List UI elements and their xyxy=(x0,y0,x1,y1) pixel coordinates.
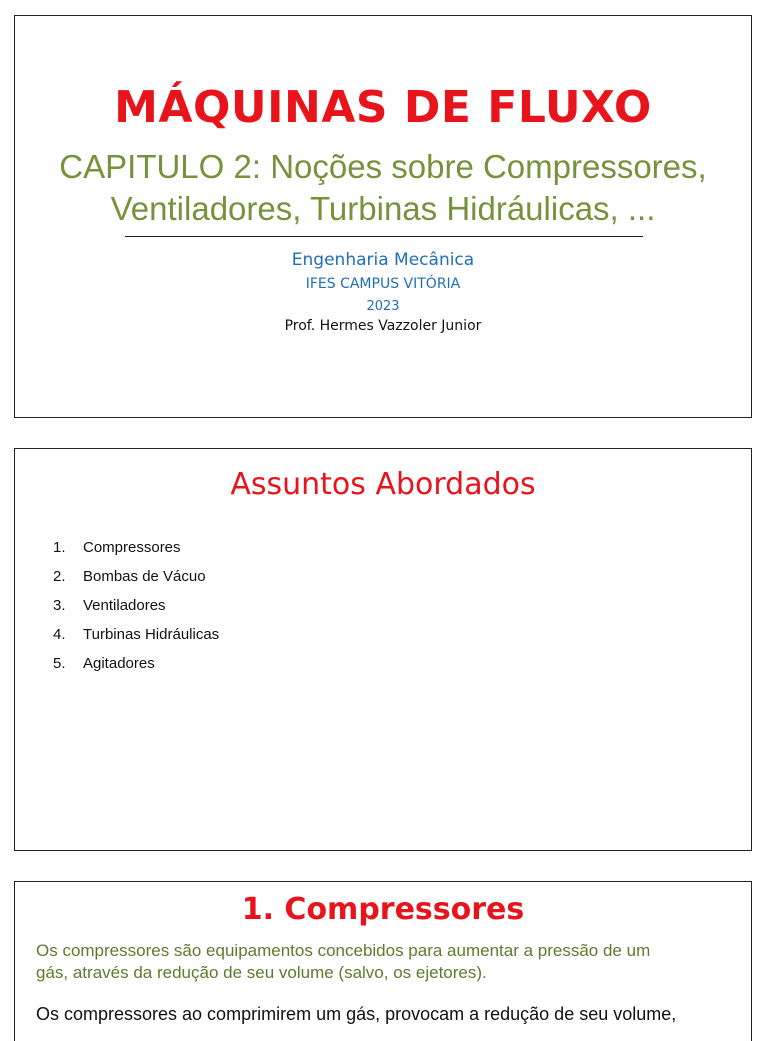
year-label: 2023 xyxy=(366,299,400,314)
list-item-label: Compressores xyxy=(83,539,181,556)
list-item-number: 1. xyxy=(53,539,66,556)
subtitle-line-1: CAPITULO 2: Noções sobre Compressores, xyxy=(59,148,707,185)
definition-paragraph xyxy=(36,940,736,984)
topics-title: Assuntos Abordados xyxy=(230,467,536,502)
list-item xyxy=(53,562,219,591)
topics-slide xyxy=(14,448,752,851)
list-item xyxy=(53,591,219,620)
section-title: 1. Compressores xyxy=(241,892,525,927)
body-paragraph: Os compressores ao comprimirem um gás, provocam a redução de seu volume, xyxy=(36,1004,677,1024)
topics-list xyxy=(53,533,219,678)
list-item-label: Bombas de Vácuo xyxy=(83,568,206,585)
subtitle-line-2: Ventiladores, Turbinas Hidráulicas, ... xyxy=(110,190,656,227)
definition-line-1: Os compressores são equipamentos concebidos para aumentar a pressão de um xyxy=(36,941,651,960)
compressors-slide xyxy=(14,881,752,1041)
list-item xyxy=(53,649,219,678)
chapter-subtitle xyxy=(15,146,751,230)
professor-name: Prof. Hermes Vazzoler Junior xyxy=(284,318,482,334)
course-name: Engenharia Mecânica xyxy=(291,250,475,270)
title-slide xyxy=(14,15,752,418)
list-item-label: Agitadores xyxy=(83,655,155,672)
list-item-number: 4. xyxy=(53,626,66,643)
title-divider xyxy=(125,236,643,237)
definition-line-2: gás, através da redução de seu volume (salvo, os ejetores). xyxy=(36,963,487,982)
presentation-title: MÁQUINAS DE FLUXO xyxy=(114,82,652,133)
list-item-number: 2. xyxy=(53,568,66,585)
list-item xyxy=(53,620,219,649)
campus-name: IFES CAMPUS VITÓRIA xyxy=(305,276,461,292)
list-item-number: 5. xyxy=(53,655,66,672)
list-item-number: 3. xyxy=(53,597,66,614)
list-item-label: Turbinas Hidráulicas xyxy=(83,626,220,643)
list-item-label: Ventiladores xyxy=(83,597,166,614)
list-item xyxy=(53,533,219,562)
